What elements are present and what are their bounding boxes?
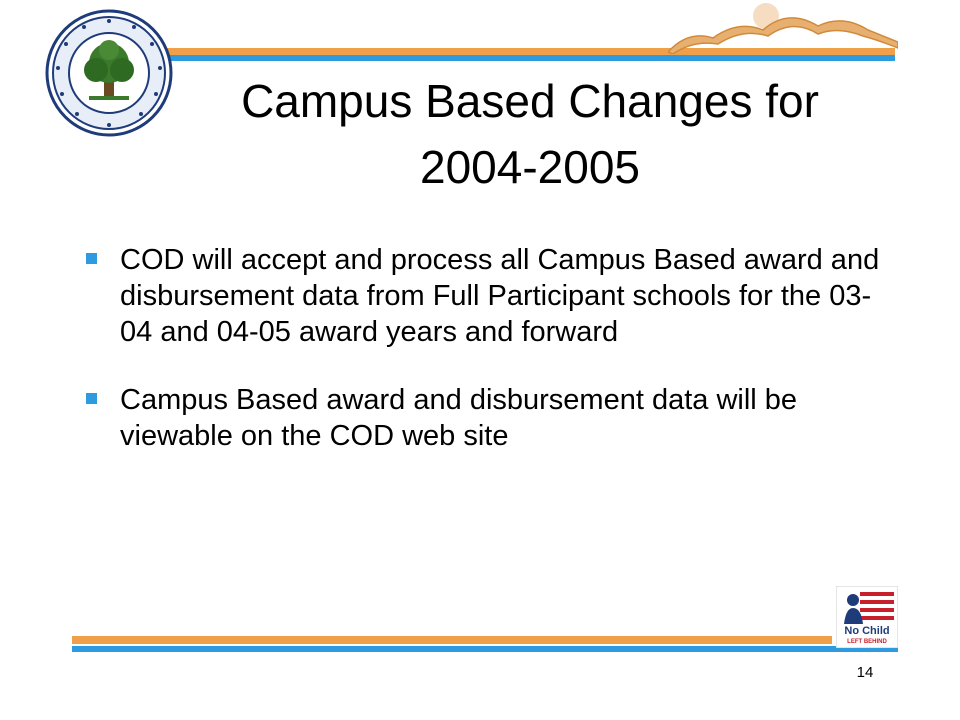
bullet-list: [80, 242, 880, 486]
bullet-item: [80, 242, 880, 350]
top-divider-blue: [165, 55, 895, 61]
square-bullet-icon: [86, 253, 97, 264]
bullet-text: Campus Based award and disbursement data will be viewable on the COD web site: [120, 384, 798, 452]
svg-text:LEFT BEHIND: LEFT BEHIND: [847, 639, 887, 645]
slide-title: [140, 68, 920, 200]
bottom-divider-orange: [72, 636, 832, 644]
mountain-sun-decoration: [668, 0, 898, 54]
bottom-divider-blue: [72, 646, 898, 652]
svg-text:No Child: No Child: [844, 625, 890, 637]
title-line-1: Campus Based Changes for: [241, 75, 819, 127]
page-number: 14: [856, 664, 874, 681]
title-line-2: 2004-2005: [420, 141, 640, 193]
no-child-left-behind-logo: [836, 586, 898, 648]
bullet-item: [80, 382, 880, 454]
square-bullet-icon: [86, 393, 97, 404]
bullet-text: COD will accept and process all Campus Based award and disbursement data from Full Participant schools for the 03-04 and 04-05 award years and forward: [120, 244, 880, 348]
